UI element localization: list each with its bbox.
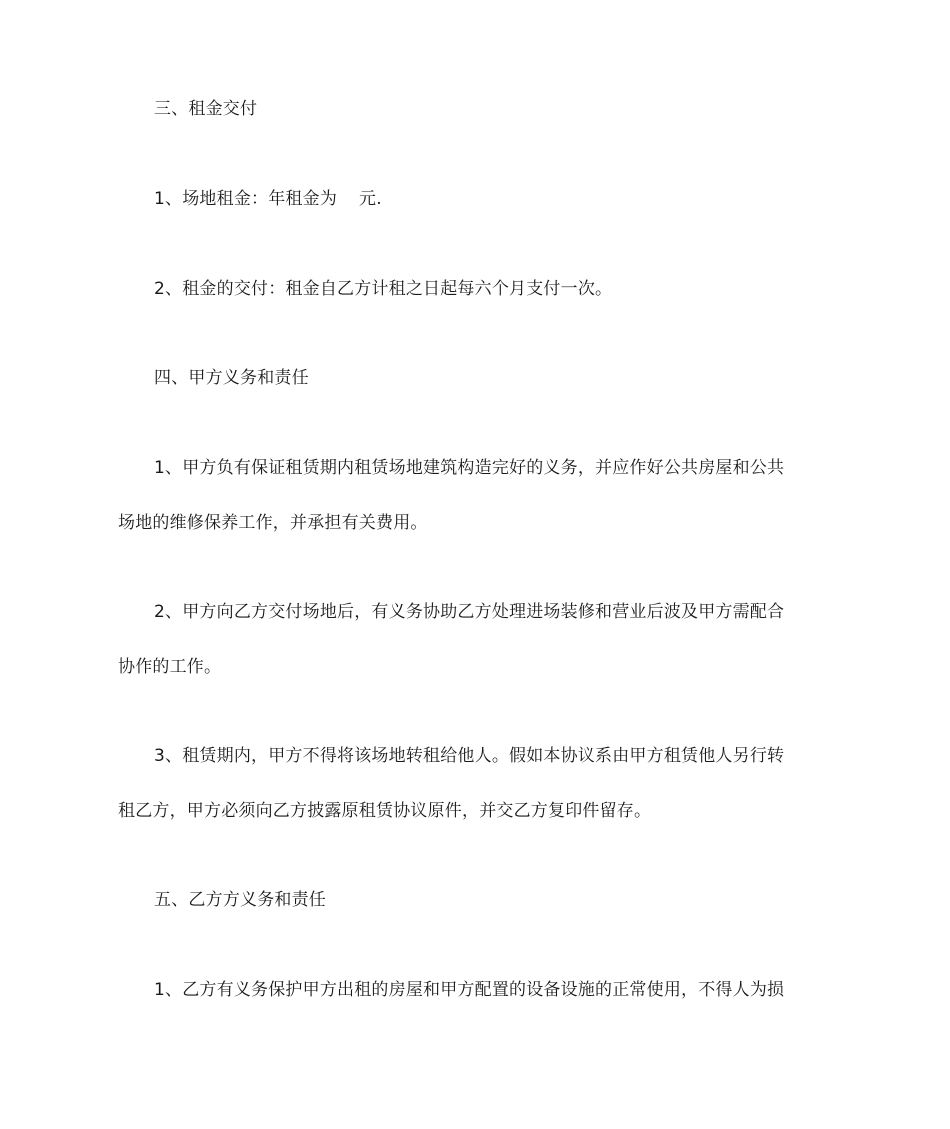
section-5-heading: 五、乙方方义务和责任 <box>154 890 326 910</box>
rent-amount-clause <box>154 188 838 210</box>
rent-payment-clause: 2、租金的交付：租金自乙方计租之日起每六个月支付一次。 <box>154 279 613 299</box>
section-3-heading: 三、租金交付 <box>154 99 258 119</box>
section-4-heading: 四、甲方义务和责任 <box>154 368 309 388</box>
party-a-clause-3-line-1: 3、租赁期内，甲方不得将该场地转租给他人。假如本协议系由甲方租赁他人另行转 <box>154 746 785 766</box>
rent-amount-unit: 元. <box>359 189 382 209</box>
party-a-clause-1-line-2: 场地的维修保养工作，并承担有关费用。 <box>118 513 428 533</box>
party-b-clause-1-line-1: 1、乙方有义务保护甲方出租的房屋和甲方配置的设备设施的正常使用，不得人为损 <box>154 980 785 1000</box>
party-a-clause-2-line-2: 协作的工作。 <box>118 657 222 677</box>
party-a-clause-2-line-1: 2、甲方向乙方交付场地后，有义务协助乙方处理进场装修和营业后波及甲方需配合 <box>154 602 785 622</box>
rent-amount-label: 1、场地租金：年租金为 <box>154 189 338 209</box>
party-a-clause-3-line-2: 租乙方，甲方必须向乙方披露原租赁协议原件，并交乙方复印件留存。 <box>118 801 652 821</box>
party-a-clause-1-line-1: 1、甲方负有保证租赁期内租赁场地建筑构造完好的义务，并应作好公共房屋和公共 <box>154 458 785 478</box>
